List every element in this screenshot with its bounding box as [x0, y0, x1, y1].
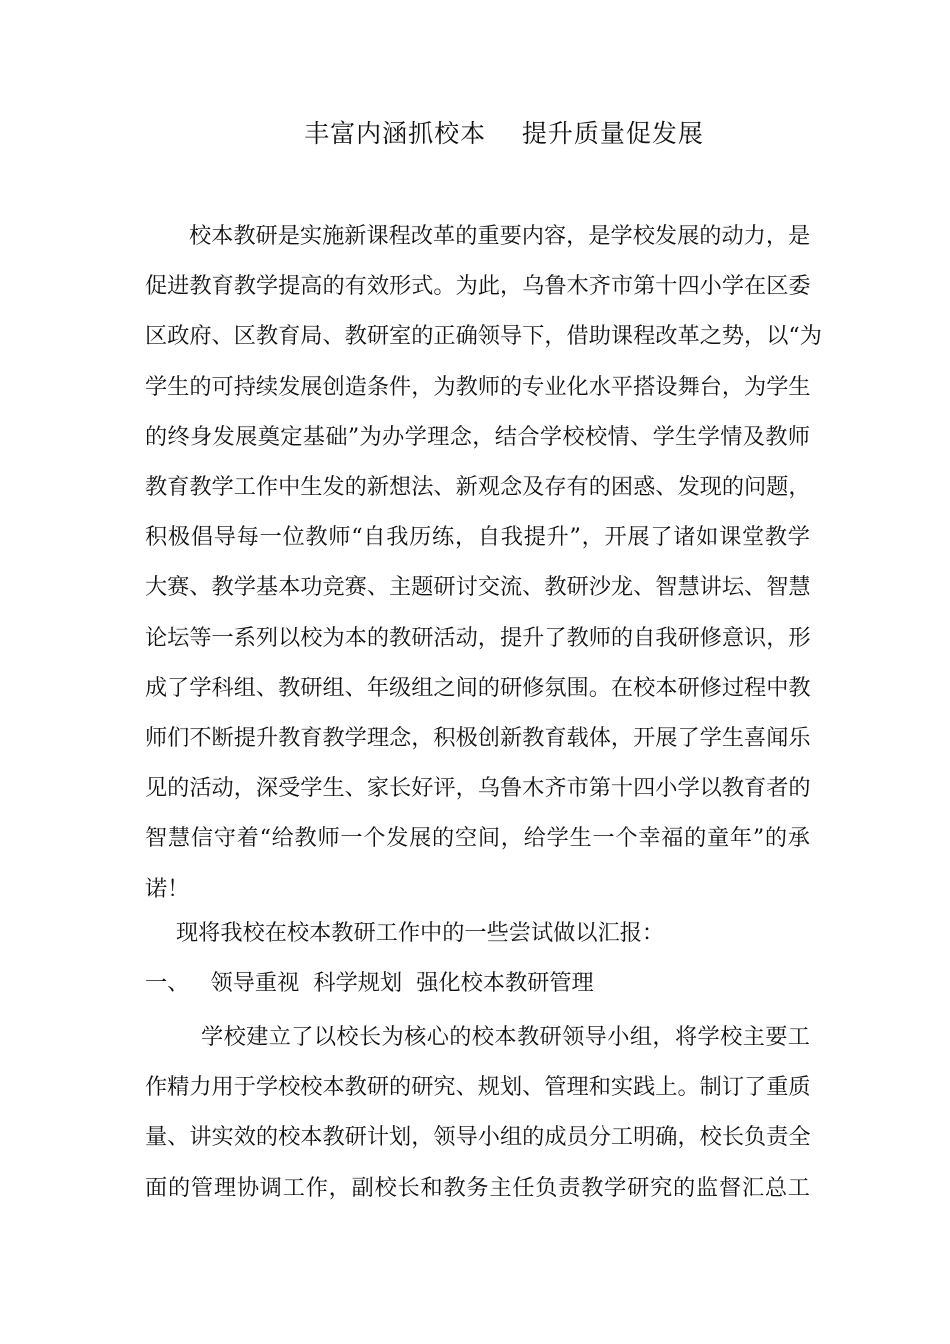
text-line: 论坛等一系列以校为本的教研活动，提升了教师的自我研修意识，形 — [145, 624, 811, 651]
text-line: 智慧信守着“给教师一个发展的空间，给学生一个幸福的童年”的承 — [145, 825, 810, 852]
text-line: 师们不断提升教育教学理念，积极创新教育载体，开展了学生喜闻乐 — [145, 725, 811, 752]
text-line: 学校建立了以校长为核心的校本教研领导小组，将学校主要工 — [201, 1024, 810, 1050]
text-line: 作精力用于学校校本教研的研究、规划、管理和实践上。制订了重质 — [145, 1074, 811, 1101]
text-line: 促进教育教学提高的有效形式。为此，乌鲁木齐市第十四小学在区委 — [145, 273, 811, 300]
text-line: 教育教学工作中生发的新想法、新观念及存有的困惑、发现的问题， — [145, 474, 811, 501]
section-1-paragraph — [145, 1012, 810, 1213]
document-title: 丰富内涵抓校本 提升质量促发展 — [304, 119, 704, 148]
text-line: 的终身发展奠定基础”为办学理念，结合学校校情、学生学情及教师 — [145, 423, 810, 450]
text-line: 区政府、区教育局、教研室的正确领导下，借助课程改革之势，以“为 — [145, 323, 822, 350]
section-heading-1: 一、 领导重视 科学规划 强化校本教研管理 — [145, 970, 594, 996]
text-line: 学生的可持续发展创造条件，为教师的专业化水平搭设舞台，为学生 — [145, 373, 811, 400]
text-line: 成了学科组、教研组、年级组之间的研修氛围。在校本研修过程中教 — [145, 674, 811, 701]
text-line: 积极倡导每一位教师“自我历练，自我提升”，开展了诸如课堂教学 — [145, 524, 810, 551]
text-line: 量、讲实效的校本教研计划，领导小组的成员分工明确，校长负责全 — [145, 1124, 811, 1151]
text-line: 诺！ — [145, 875, 190, 902]
intro-paragraph — [145, 211, 822, 914]
text-line: 见的活动，深受学生、家长好评，乌鲁木齐市第十四小学以教育者的 — [145, 775, 811, 802]
text-line: 校本教研是实施新课程改革的重要内容，是学校发展的动力，是 — [189, 223, 811, 249]
report-intro-paragraph: 现将我校在校本教研工作中的一些尝试做以汇报： — [176, 920, 665, 946]
text-line: 大赛、教学基本功竞赛、主题研讨交流、教研沙龙、智慧讲坛、智慧 — [145, 574, 811, 601]
text-line: 面的管理协调工作，副校长和教务主任负责教学研究的监督汇总工 — [145, 1174, 810, 1201]
